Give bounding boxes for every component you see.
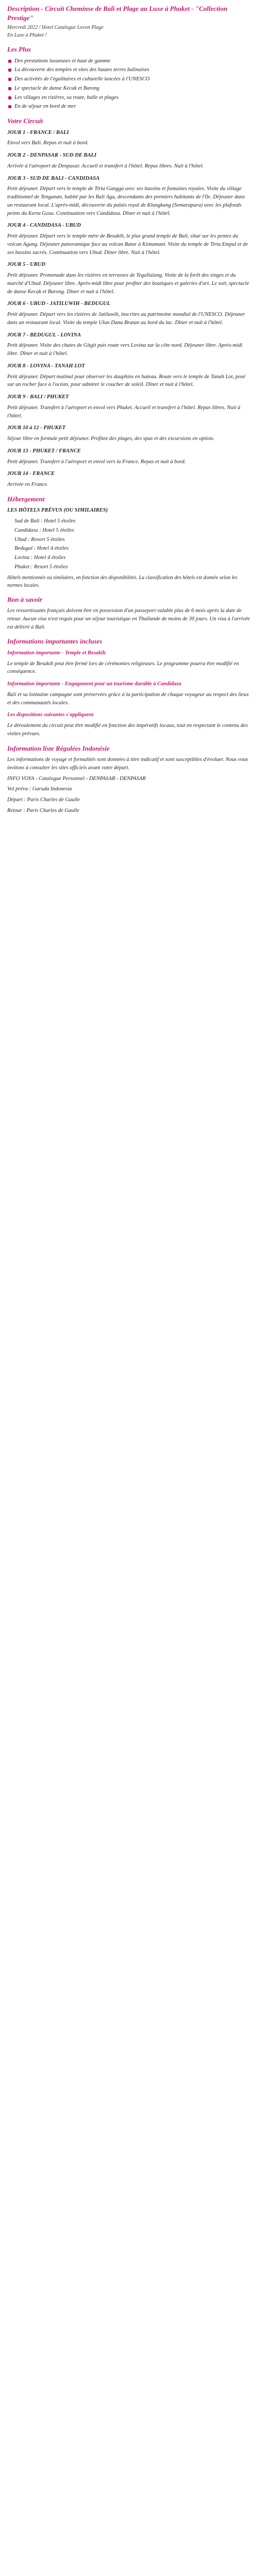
day-block: [7, 447, 251, 466]
bullet-icon: [8, 96, 11, 99]
day-text: Séjour libre en formule petit déjeuner. Profitez des plages, des spas et des excursions en option.: [7, 436, 215, 442]
day-text: Envol vers Bali. Repas et nuit à bord.: [7, 140, 89, 146]
bon-savoir-text: Les ressortissants français doivent être en possession d'un passeport valable plus de 6 mois après la date de retour. Aucun visa n'est requis pour un séjour touristique en Thaïlande de moins de 30 jours. Un visa à l'arrivée est délivré à Bali.: [7, 608, 250, 630]
day-title: JOUR 2 - DENPASAR - SUD DE BALI: [7, 152, 96, 159]
section-title-infos-importantes: Informations importantes incluses: [7, 637, 103, 646]
day-title: JOUR 4 - CANDIDASA - UBUD: [7, 223, 81, 229]
info-text: Le temple de Besakih peut être fermé lors de cérémonies religieuses. Le programme pourra être modifié en conséquence.: [7, 660, 239, 675]
info-title: Information importante - Temple et Besakih: [7, 650, 106, 656]
day-text: Petit déjeuner. Promenade dans les rizières en terrasses de Tegallalang. Visite de la forêt des singes et du marché d'Ubud. Déjeuner libre. Après-midi libre pour profiter des boutiques et galeries d'art. Le soir, spectacle de danse Kecak et Barong. Dîner et nuit à l'hôtel.: [7, 273, 249, 295]
bullet-icon: [8, 60, 11, 63]
contact-line: Vol prévu : Garuda Indonesia: [7, 786, 72, 792]
list-item: En de séjour en bord de mer: [7, 103, 251, 111]
info-text: Bali et sa lointaine campagne sont préservées grâce à la participation de chaque voyageur au respect des lieux et des communautés locales.: [7, 691, 249, 706]
day-text: Petit déjeuner. Départ matinal pour observer les dauphins en bateau. Route vers le temple de Tanah Lot, posé sur un rocher face à l'océan, pour admirer le coucher de soleil. Dîner et nuit à l'hôtel.: [7, 374, 246, 388]
day-block: [7, 151, 251, 171]
day-title: JOUR 10 à 12 - PHUKET: [7, 425, 66, 431]
les-plus-list: [7, 57, 251, 111]
day-block: [7, 261, 251, 296]
info-title: Information importante - Engagement pour un tourisme durable à Candidasa: [7, 681, 181, 687]
contact-line: Départ : Paris Charles de Gaulle: [7, 797, 80, 803]
hebergement-note: Hôtels mentionnés ou similaires, en fonction des disponibilités. La classification des hôtels est donnée selon les normes locales.: [7, 574, 237, 588]
info-title: Les dispositions suivantes s'appliquent: [7, 712, 94, 718]
list-item: Des prestations luxueuses et haut de gamme: [7, 57, 251, 65]
info-block: [7, 649, 251, 676]
day-block: [7, 331, 251, 358]
section-title-votre-circuit: Votre Circuit: [7, 117, 43, 125]
day-text: Petit déjeuner. Départ vers le temple mère de Besakih, le plus grand temple de Bali, situé sur les pentes du volcan Agung. Déjeuner panoramique face au volcan Batur à Kintamani. Visite du temple de Tirta Empul et de ses bassins sacrés. Continuation vers Ubud. Dîner libre. Nuit à l'hôtel.: [7, 233, 248, 256]
day-title: JOUR 5 - UBUD: [7, 262, 45, 268]
list-item: Le spectacle de danse Kecak et Barong: [7, 84, 251, 93]
list-item: Lovina : Hotel 4 étoiles: [14, 555, 66, 561]
list-item: Des activités de l'égalitaires et culturelle lancées à l'UNESCO: [7, 75, 251, 83]
page-title: Description - Circuit Cheminse de Bali et Plage au Luxe à Phuket - "Collection Prestige": [7, 5, 228, 22]
page-subtitle: En Luxe à Phuket !: [7, 32, 47, 39]
day-block: [7, 222, 251, 257]
day-block: [7, 424, 251, 443]
title-block: [7, 4, 251, 39]
info-text: Le déroulement du circuit peut être modifié en fonction des impératifs locaux, tout en respectant le contenu des visites prévues.: [7, 723, 248, 737]
info-block: [7, 680, 251, 707]
list-item: Sud de Bali : Hotel 5 étoiles: [14, 518, 76, 524]
day-block: [7, 362, 251, 389]
bullet-icon: [8, 69, 11, 72]
itinerary: [7, 129, 251, 489]
page: [0, 0, 258, 824]
hotel-list: [7, 517, 251, 571]
day-text: Petit déjeuner. Visite des chutes de Gitgit puis route vers Lovina sur la côte nord. Déjeuner libre. Après-midi libre. Dîner et nuit à l'hôtel.: [7, 343, 243, 357]
day-text: Petit déjeuner. Transfert à l'aéroport et envol vers la France. Repas et nuit à bord.: [7, 459, 186, 465]
contact-block: [7, 775, 251, 815]
hebergement-subtitle: LES HÔTELS PRÉVUS (OU SIMILAIRES): [7, 507, 108, 514]
day-block: [7, 175, 251, 218]
day-title: JOUR 3 - SUD DE BALI - CANDIDASA: [7, 175, 100, 181]
section-title-hebergement: Hébergement: [7, 495, 45, 503]
day-text: Petit déjeuner. Départ vers le temple de Tirta Gangga avec ses bassins et fontaines royales. Visite du village traditionnel de Tenganan, habité par les Bali Aga, descendants des premiers habitants de l'île. Déjeuner dans un restaurant local. L'après-midi, découverte du palais royal de Klungkung (Semarapura) avec les plafonds peints du Kerta Gosa. Continuation vers Candidasa. Dîner et nuit à l'hôtel.: [7, 186, 245, 216]
bullet-icon: [8, 78, 11, 81]
day-block: [7, 393, 251, 420]
list-item: Les villages en rizières, sa route, balle et plages: [7, 94, 251, 102]
infos-reglees-text: Les informations de voyage et formalités sont données à titre indicatif et sont susceptibles d'évoluer. Nous vous invitons à consulter les sites officiels avant votre départ.: [7, 757, 248, 771]
contact-line: Retour : Paris Charles de Gaulle: [7, 807, 79, 814]
day-text: Arrivée en France.: [7, 482, 49, 488]
section-title-les-plus: Les Plus: [7, 45, 31, 54]
day-block: [7, 129, 251, 148]
day-title: JOUR 14 - FRANCE: [7, 471, 55, 477]
list-item: Bedugul : Hotel 4 étoiles: [14, 546, 69, 552]
day-title: JOUR 6 - UBUD - JATILUWIH - BEDUGUL: [7, 301, 110, 307]
day-title: JOUR 9 - BALI / PHUKET: [7, 394, 69, 400]
section-title-infos-reglees: Information liste Régulées Indonésie: [7, 744, 110, 752]
list-item: La découverte des temples et sites des hautes terres balinaises: [7, 66, 251, 74]
day-title: JOUR 8 - LOVINA - TANAH LOT: [7, 363, 85, 369]
day-text: Petit déjeuner. Départ vers les rizières de Jatiluwih, inscrites au patrimoine mondial de l'UNESCO. Déjeuner dans un restaurant local. Visite du temple Ulun Danu Bratan au bord du lac. Dîner et nuit à l'hôtel.: [7, 312, 245, 326]
day-block: [7, 300, 251, 327]
day-block: [7, 470, 251, 489]
info-block: [7, 711, 251, 738]
list-item: Ubud : Resort 5 étoiles: [14, 536, 65, 543]
list-item: Candidasa : Hotel 5 étoiles: [14, 527, 74, 533]
day-text: Arrivée à l'aéroport de Denpasar. Accueil et transfert à l'hôtel. Repas libres. Nuit à l'hôtel.: [7, 163, 204, 169]
list-item: Phuket : Resort 5 étoiles: [14, 564, 68, 570]
section-title-bon-savoir: Bon à savoir: [7, 595, 42, 603]
bullet-icon: [8, 87, 11, 90]
page-date: Mercredi 2022 / Hotel Catalogue Lovon Plage: [7, 25, 104, 31]
day-title: JOUR 7 - BEDUGUL - LOVINA: [7, 332, 81, 338]
bullet-icon: [8, 105, 11, 108]
day-title: JOUR 1 - FRANCE / BALI: [7, 129, 69, 135]
day-text: Petit déjeuner. Transfert à l'aéroport et envol vers Phuket. Accueil et transfert à l'hôtel. Repas libres. Nuit à l'hôtel.: [7, 404, 240, 419]
contact-line: INFO VOYA - Catalogue Personnel - DENPASAR - DENPASAR: [7, 775, 146, 782]
day-title: JOUR 13 - PHUKET / FRANCE: [7, 448, 81, 454]
